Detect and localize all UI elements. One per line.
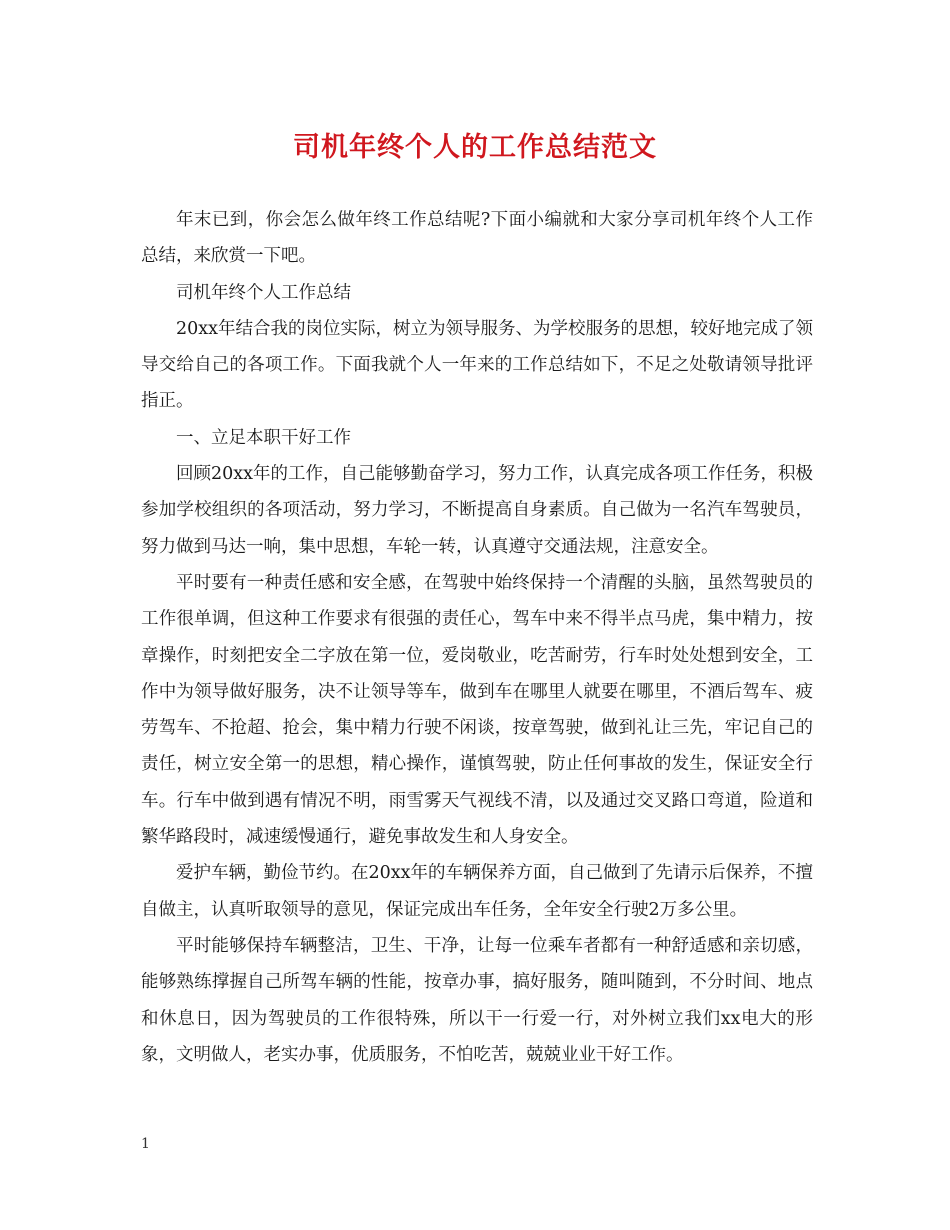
document-body [141,202,813,1073]
document-title: 司机年终个人的工作总结范文 [293,132,657,163]
paragraph-safety: 平时要有一种责任感和安全感，在驾驶中始终保持一个清醒的头脑，虽然驾驶员的工作很单调，但这种工作要求有很强的责任心，驾车中来不得半点马虎，集中精力，按章操作，时刻把安全二字放在第一位，爱岗敬业，吃苦耐劳，行车时处处想到安全，工作中为领导做好服务，决不让领导等车，做到车在哪里人就要在哪里，不酒后驾车、疲劳驾车、不抢超、抢会，集中精力行驶不闲谈，按章驾驶，做到礼让三先，牢记自己的责任，树立安全第一的思想，精心操作，谨慎驾驶，防止任何事故的发生，保证安全行车。行车中做到遇有情况不明，雨雪雾天气视线不清，以及通过交叉路口弯道，险道和繁华路段时，减速缓慢通行，避免事故发生和人身安全。 [141,572,813,848]
page-number: 1 [141,1136,150,1152]
paragraph-subtitle: 司机年终个人工作总结 [176,282,351,303]
section-heading-1: 一、立足本职干好工作 [176,427,351,448]
paragraph-intro: 年末已到，你会怎么做年终工作总结呢?下面小编就和大家分享司机年终个人工作总结，来欣赏一下吧。 [141,210,813,267]
paragraph-overview: 20xx年结合我的岗位实际，树立为领导服务、为学校服务的思想，较好地完成了领导交给自己的各项工作。下面我就个人一年来的工作总结如下，不足之处敬请领导批评指正。 [141,318,814,412]
paragraph-vehicle-care: 爱护车辆，勤俭节约。在20xx年的车辆保养方面，自己做到了先请示后保养，不擅自做主，认真听取领导的意见，保证完成出车任务，全年安全行驶2万多公里。 [141,863,814,920]
paragraph-review: 回顾20xx年的工作，自己能够勤奋学习，努力工作，认真完成各项工作任务，积极参加学校组织的各项活动，努力学习，不断提高自身素质。自己做为一名汽车驾驶员，努力做到马达一响，集中思想，车轮一转，认真遵守交通法规，注意安全。 [141,464,814,557]
paragraph-service: 平时能够保持车辆整洁，卫生、干净，让每一位乘车者都有一种舒适感和亲切感，能够熟练撑握自己所驾车辆的性能，按章办事，搞好服务，随叫随到，不分时间、地点和休息日，因为驾驶员的工作很特殊，所以干一行爱一行，对外树立我们xx电大的形象，文明做人，老实办事，优质服务，不怕吃苦，兢兢业业干好工作。 [141,935,813,1065]
